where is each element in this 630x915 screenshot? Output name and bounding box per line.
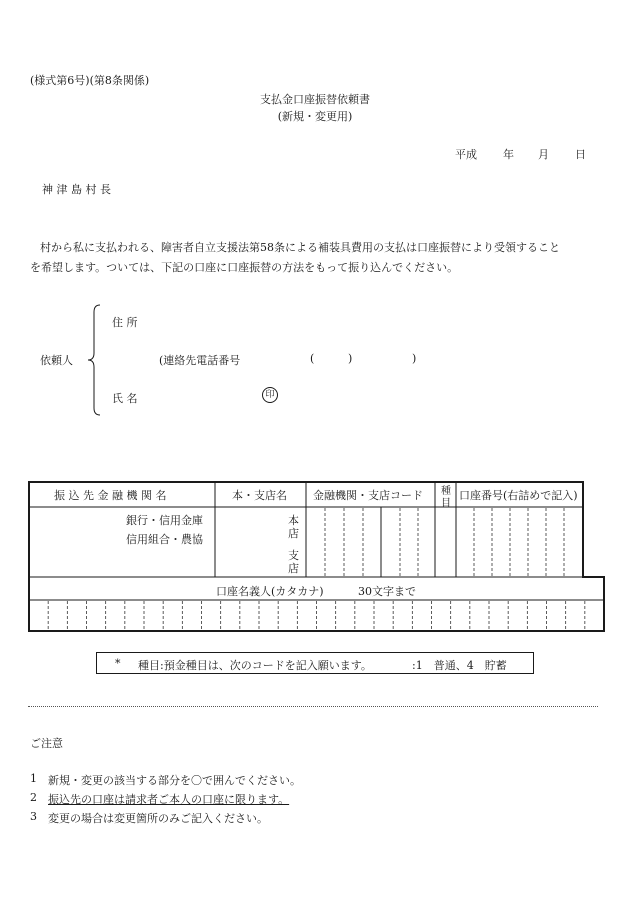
phone-label: (連絡先電話番号: [159, 354, 241, 367]
bank-account-table: [28, 481, 608, 635]
branch-sub-1: 支: [288, 549, 299, 562]
header-bank-code: 金融機関・支店コード: [313, 489, 423, 502]
header-type-2: 目: [441, 498, 451, 509]
holder-limit: 30文字まで: [358, 585, 416, 598]
bank-types-line-1: 銀行・信用金庫: [126, 514, 203, 527]
phone-paren-close: ): [348, 352, 353, 365]
applicant-label: 依頼人: [40, 354, 73, 367]
form-title: 支払金口座振替依頼書: [260, 93, 370, 106]
header-account-number: 口座番号(右詰めで記入): [459, 489, 578, 502]
header-type-1: 種: [441, 486, 451, 497]
name-label: 氏 名: [112, 392, 138, 405]
date-day: 日: [575, 148, 586, 161]
seal-stamp: 印: [262, 387, 278, 403]
note-number-3: 3: [30, 810, 37, 823]
paragraph-line-1: 村から私に支払われる、障害者自立支援法第58条による補装具費用の支払は口座振替により受領すること: [40, 241, 560, 254]
notice-text: 種目:預金種目は、次のコードを記入願います。: [138, 659, 372, 672]
note-text-3: 変更の場合は変更箇所のみご記入ください。: [48, 812, 268, 825]
branch-head-1: 本: [288, 514, 299, 527]
notes-heading: ご注意: [30, 737, 63, 750]
date-year: 年: [503, 148, 514, 161]
bank-types-line-2: 信用組合・農協: [126, 533, 203, 546]
branch-sub-2: 店: [288, 562, 299, 575]
date-month: 月: [538, 148, 549, 161]
header-branch-name: 本・支店名: [232, 489, 287, 502]
phone-paren-open: (: [310, 352, 315, 365]
note-number-2: 2: [30, 791, 37, 804]
notice-codes: :1 普通、4 貯蓄: [412, 659, 507, 672]
note-text-1: 新規・変更の該当する部分を〇で囲んでください。: [48, 774, 301, 787]
branch-head-2: 店: [288, 527, 299, 540]
form-subtitle: (新規・変更用): [277, 110, 353, 123]
date-era: 平成: [455, 148, 477, 161]
note-text-2: 振込先の口座は請求者ご本人の口座に限ります。: [48, 793, 290, 806]
notice-asterisk: *: [115, 657, 121, 670]
paragraph-line-2: を希望します。ついては、下記の口座に口座振替の方法をもって振り込んでください。: [30, 261, 459, 274]
address-label: 住 所: [112, 316, 138, 329]
dotted-separator: [28, 706, 598, 707]
holder-header: 口座名義人(カタカナ): [216, 585, 324, 598]
note-number-1: 1: [30, 772, 37, 785]
header-bank-name: 振 込 先 金 融 機 関 名: [54, 489, 167, 502]
applicant-brace: [86, 304, 102, 416]
phone-close: ): [412, 352, 417, 365]
addressee: 神 津 島 村 長: [42, 183, 111, 196]
form-number: (様式第6号)(第8条関係): [30, 74, 150, 87]
